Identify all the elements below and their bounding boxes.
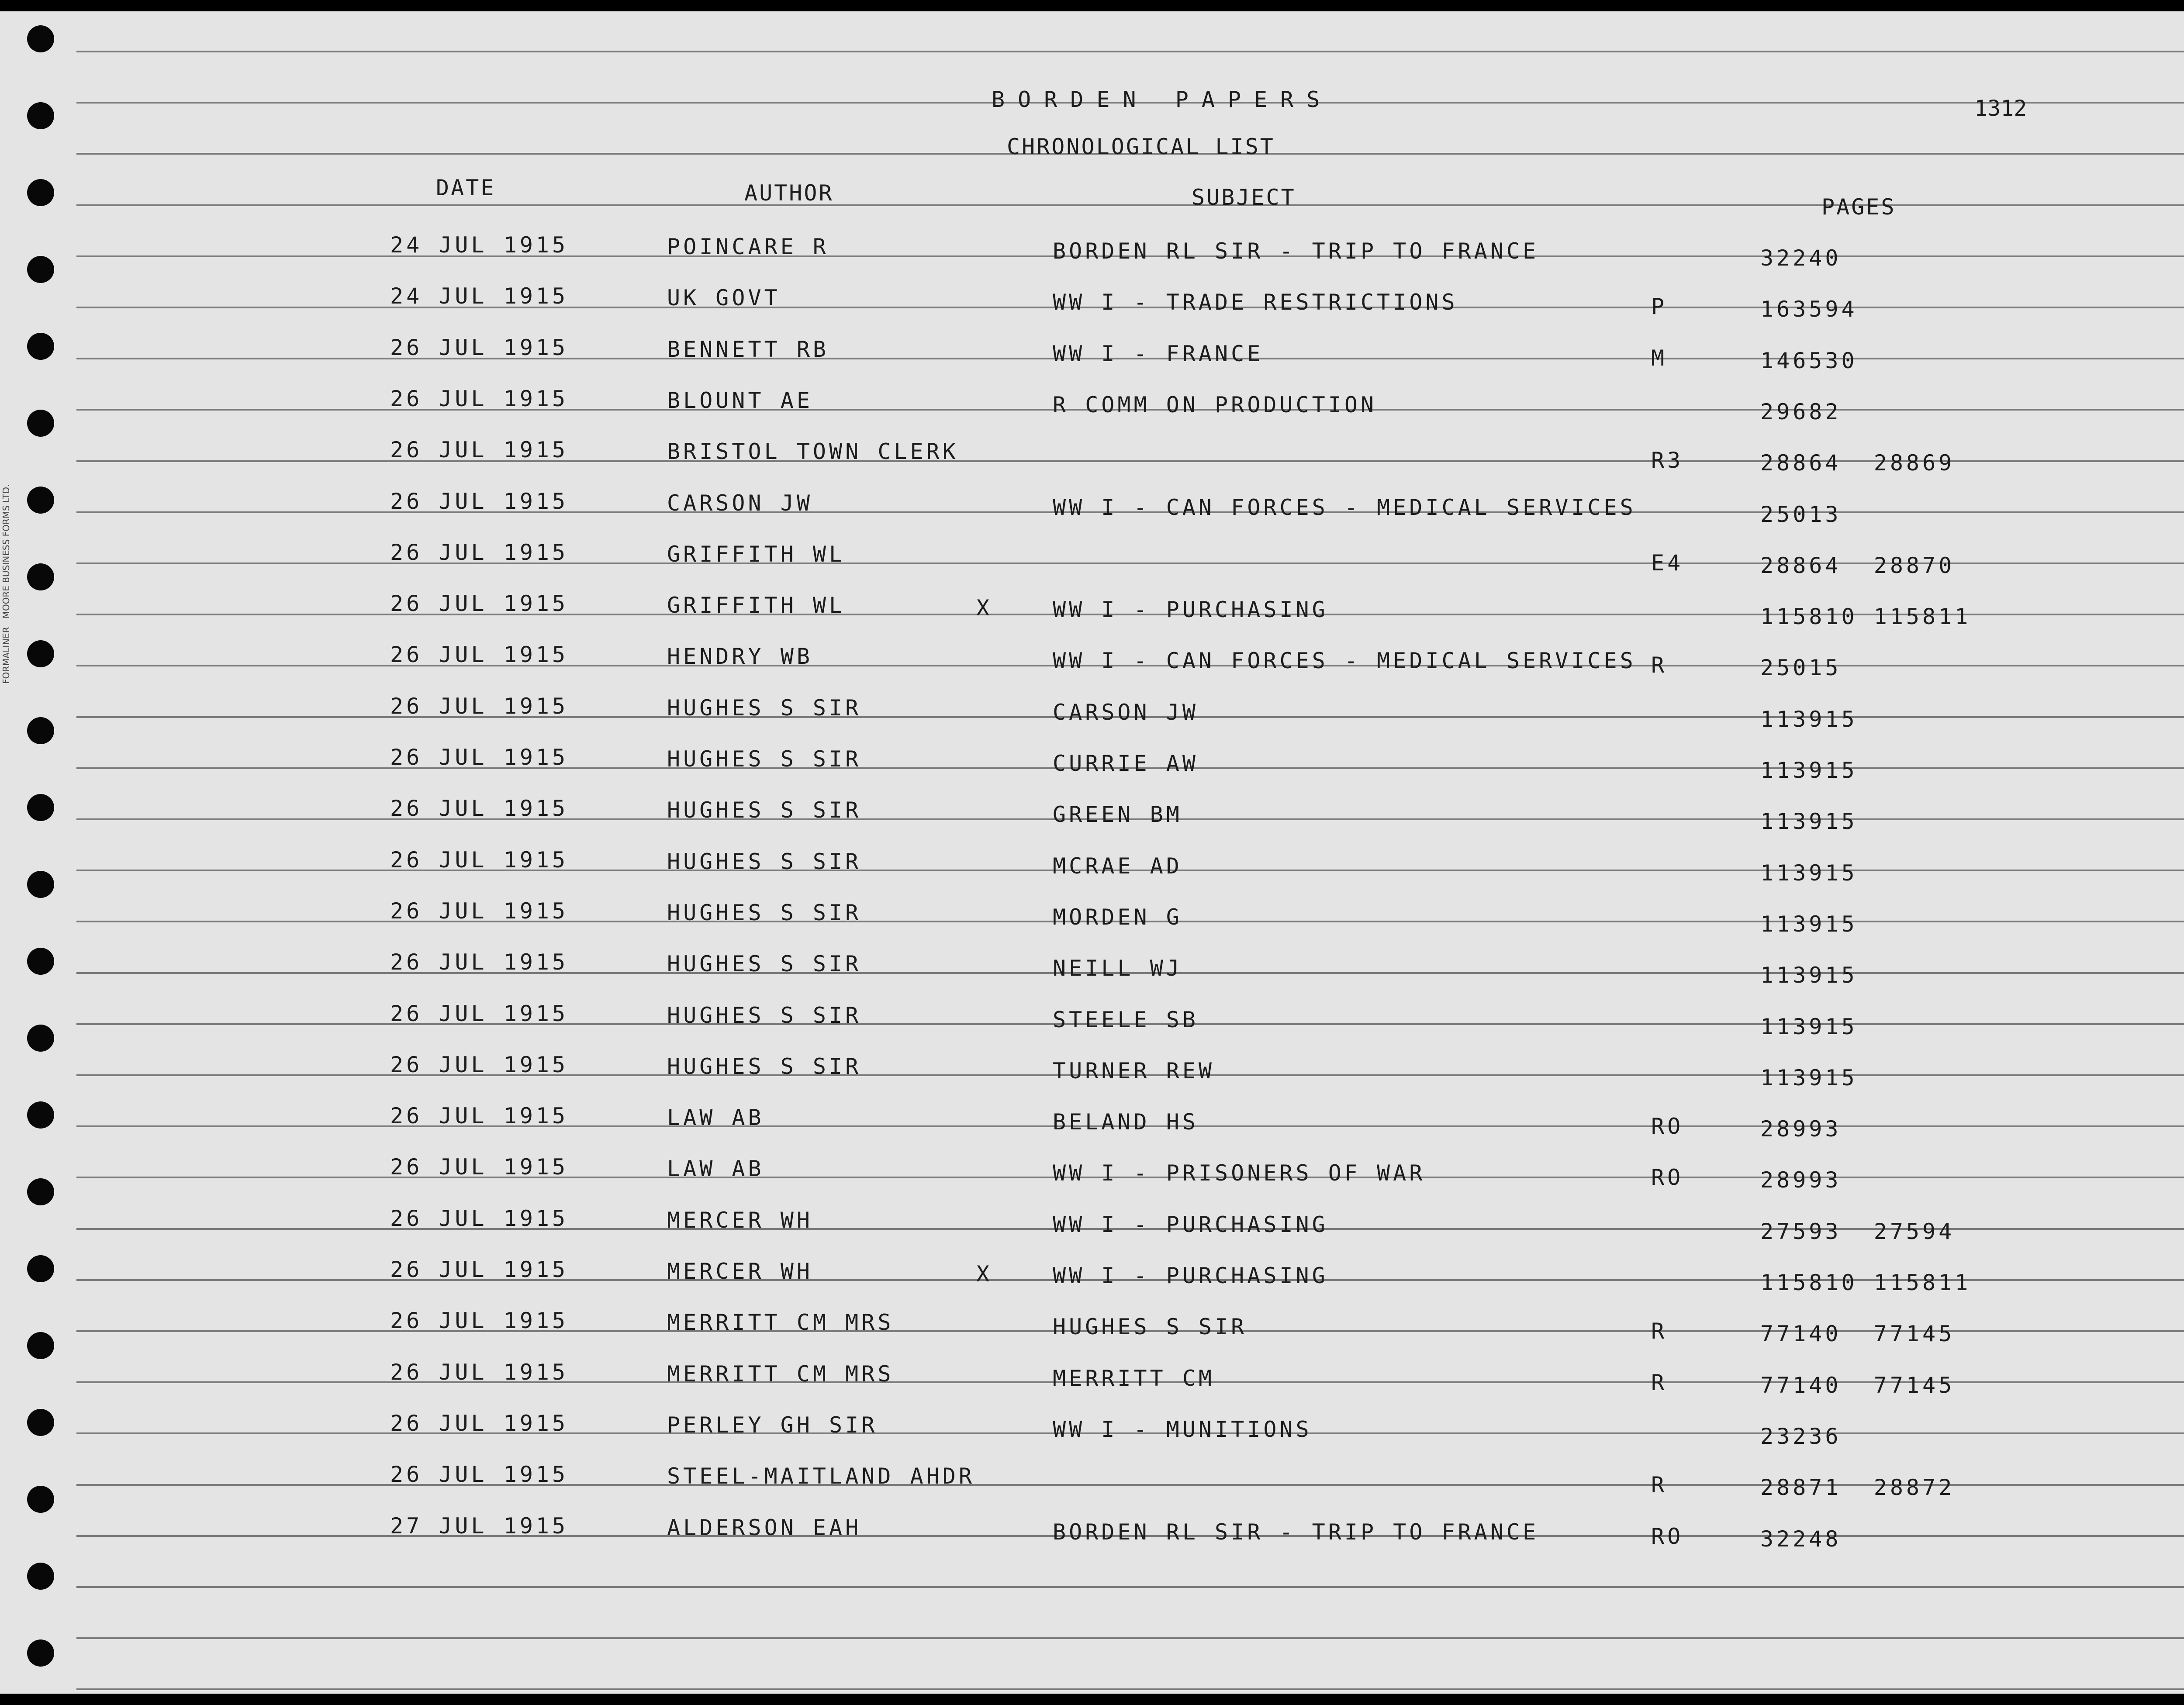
row-x-mark: X [976, 1261, 993, 1287]
ruled-line [76, 1688, 2184, 1690]
row-date: 26 JUL 1915 [390, 694, 569, 719]
row-subject: WW I - PRISONERS OF WAR [1053, 1160, 1426, 1186]
tractor-hole [27, 717, 54, 744]
row-author: BENNETT RB [667, 337, 829, 362]
row-subject: WW I - CAN FORCES - MEDICAL SERVICES [1053, 648, 1636, 673]
row-subject: CURRIE AW [1053, 751, 1199, 776]
row-author: HUGHES S SIR [667, 900, 862, 925]
row-author: HUGHES S SIR [667, 1054, 862, 1079]
row-author: HUGHES S SIR [667, 849, 862, 874]
tractor-hole [27, 1332, 54, 1359]
row-date: 26 JUL 1915 [390, 1360, 569, 1385]
row-code: P [1651, 294, 1668, 319]
row-pages: 77140 77145 [1760, 1373, 1955, 1398]
row-date: 26 JUL 1915 [390, 745, 569, 770]
row-date: 26 JUL 1915 [390, 1001, 569, 1026]
row-date: 26 JUL 1915 [390, 796, 569, 821]
row-subject: HUGHES S SIR [1053, 1314, 1248, 1339]
tractor-hole [27, 25, 54, 52]
row-date: 26 JUL 1915 [390, 1154, 569, 1180]
row-date: 24 JUL 1915 [390, 283, 569, 309]
tractor-hole [27, 1178, 54, 1205]
tractor-hole [27, 487, 54, 514]
row-code: R [1651, 1318, 1668, 1344]
tractor-hole [27, 1486, 54, 1513]
row-code: RO [1651, 1114, 1684, 1139]
row-subject: GREEN BM [1053, 802, 1182, 827]
row-subject: MCRAE AD [1053, 853, 1182, 879]
row-author: GRIFFITH WL [667, 542, 846, 567]
ruled-line [76, 1586, 2184, 1588]
row-pages: 115810 115811 [1760, 1270, 1971, 1295]
row-subject: BORDEN RL SIR - TRIP TO FRANCE [1053, 1519, 1539, 1545]
row-date: 26 JUL 1915 [390, 591, 569, 616]
row-pages: 113915 [1760, 1065, 1858, 1091]
row-pages: 113915 [1760, 911, 1858, 937]
row-pages: 32248 [1760, 1526, 1842, 1552]
row-author: UK GOVT [667, 285, 781, 311]
column-header-author: AUTHOR [744, 180, 834, 206]
row-date: 26 JUL 1915 [390, 1206, 569, 1231]
page-number: 1312 [1974, 96, 2027, 121]
row-pages: 163594 [1760, 297, 1858, 322]
tractor-hole [27, 1101, 54, 1129]
tractor-hole [27, 1025, 54, 1052]
tractor-hole [27, 410, 54, 437]
column-header-subject: SUBJECT [1192, 185, 1296, 210]
tractor-hole [27, 871, 54, 898]
row-subject: TURNER REW [1053, 1058, 1215, 1084]
column-header-pages: PAGES [1821, 194, 1896, 220]
row-pages: 113915 [1760, 1014, 1858, 1039]
row-code: RO [1651, 1524, 1684, 1549]
tractor-hole [27, 1409, 54, 1436]
row-x-mark: X [976, 595, 993, 621]
row-subject: STEELE SB [1053, 1007, 1199, 1032]
row-author: HENDRY WB [667, 644, 813, 669]
row-subject: WW I - PURCHASING [1053, 1212, 1328, 1237]
row-subject: MERRITT CM [1053, 1366, 1215, 1391]
row-subject: NEILL WJ [1053, 956, 1182, 981]
tractor-hole [27, 179, 54, 206]
row-author: MERRITT CM MRS [667, 1361, 894, 1387]
tractor-hole [27, 1639, 54, 1667]
row-author: ALDERSON EAH [667, 1515, 862, 1540]
tractor-hole [27, 333, 54, 360]
tractor-hole [27, 256, 54, 283]
row-subject: WW I - FRANCE [1053, 341, 1264, 366]
tractor-hole [27, 948, 54, 975]
row-date: 26 JUL 1915 [390, 1411, 569, 1436]
row-subject: WW I - TRADE RESTRICTIONS [1053, 290, 1458, 315]
row-author: HUGHES S SIR [667, 797, 862, 823]
row-author: MERRITT CM MRS [667, 1310, 894, 1335]
row-date: 26 JUL 1915 [390, 898, 569, 924]
row-subject: WW I - MUNITIONS [1053, 1417, 1312, 1442]
row-author: STEEL-MAITLAND AHDR [667, 1463, 975, 1489]
ruled-line [76, 1637, 2184, 1639]
row-code: R [1651, 1370, 1668, 1395]
tractor-hole [27, 102, 54, 129]
row-subject: BELAND HS [1053, 1109, 1199, 1135]
printout-sheet [0, 11, 2184, 1694]
row-author: HUGHES S SIR [667, 695, 862, 721]
row-author: GRIFFITH WL [667, 593, 846, 618]
row-date: 26 JUL 1915 [390, 437, 569, 462]
row-subject: R COMM ON PRODUCTION [1053, 392, 1377, 418]
row-pages: 28993 [1760, 1116, 1842, 1142]
row-pages: 27593 27594 [1760, 1219, 1955, 1244]
ruled-line [76, 51, 2184, 52]
row-subject: MORDEN G [1053, 904, 1182, 930]
row-pages: 113915 [1760, 758, 1858, 783]
row-date: 26 JUL 1915 [390, 540, 569, 565]
tractor-hole [27, 1563, 54, 1590]
row-pages: 28864 28870 [1760, 553, 1955, 578]
row-date: 26 JUL 1915 [390, 489, 569, 514]
row-author: CARSON JW [667, 490, 813, 516]
row-subject: BORDEN RL SIR - TRIP TO FRANCE [1053, 238, 1539, 264]
row-date: 24 JUL 1915 [390, 232, 569, 258]
row-pages: 77140 77145 [1760, 1321, 1955, 1346]
row-pages: 113915 [1760, 809, 1858, 834]
row-date: 26 JUL 1915 [390, 1308, 569, 1333]
row-subject: WW I - PURCHASING [1053, 1263, 1328, 1288]
row-date: 26 JUL 1915 [390, 847, 569, 873]
row-author: HUGHES S SIR [667, 746, 862, 772]
row-pages: 25013 [1760, 502, 1842, 527]
row-author: LAW AB [667, 1105, 764, 1130]
row-pages: 113915 [1760, 860, 1858, 886]
row-date: 26 JUL 1915 [390, 386, 569, 411]
row-date: 26 JUL 1915 [390, 642, 569, 667]
page-title: BORDEN PAPERS [992, 87, 1333, 112]
row-author: POINCARE R [667, 234, 829, 259]
row-author: BLOUNT AE [667, 388, 813, 413]
row-pages: 23236 [1760, 1424, 1842, 1449]
row-author: LAW AB [667, 1156, 764, 1181]
column-header-date: DATE [436, 175, 496, 200]
row-author: MERCER WH [667, 1208, 813, 1233]
row-pages: 113915 [1760, 963, 1858, 988]
row-author: HUGHES S SIR [667, 951, 862, 977]
row-code: RO [1651, 1165, 1684, 1190]
row-author: BRISTOL TOWN CLERK [667, 439, 959, 464]
tractor-hole [27, 563, 54, 590]
row-pages: 146530 [1760, 348, 1858, 373]
row-pages: 113915 [1760, 707, 1858, 732]
row-date: 26 JUL 1915 [390, 1052, 569, 1077]
row-code: M [1651, 345, 1668, 371]
row-date: 26 JUL 1915 [390, 1462, 569, 1487]
row-code: E4 [1651, 550, 1684, 576]
row-date: 26 JUL 1915 [390, 1103, 569, 1129]
row-author: PERLEY GH SIR [667, 1412, 878, 1438]
row-subject: CARSON JW [1053, 700, 1199, 725]
margin-imprint: FORMALINER MOORE BUSINESS FORMS LTD. [1, 484, 11, 684]
row-date: 27 JUL 1915 [390, 1513, 569, 1539]
row-pages: 28864 28869 [1760, 450, 1955, 476]
row-date: 26 JUL 1915 [390, 1257, 569, 1282]
page-subtitle: CHRONOLOGICAL LIST [1007, 134, 1275, 159]
row-pages: 25015 [1760, 655, 1842, 680]
tractor-hole [27, 640, 54, 667]
row-date: 26 JUL 1915 [390, 335, 569, 360]
tractor-hole [27, 1255, 54, 1282]
row-pages: 28871 28872 [1760, 1475, 1955, 1500]
row-author: HUGHES S SIR [667, 1003, 862, 1028]
row-pages: 29682 [1760, 399, 1842, 425]
row-code: R3 [1651, 448, 1684, 473]
row-pages: 115810 115811 [1760, 604, 1971, 629]
row-subject: WW I - PURCHASING [1053, 597, 1328, 622]
tractor-hole [27, 794, 54, 821]
row-author: MERCER WH [667, 1259, 813, 1284]
row-pages: 32240 [1760, 245, 1842, 271]
row-code: R [1651, 652, 1668, 678]
row-date: 26 JUL 1915 [390, 949, 569, 975]
row-code: R [1651, 1472, 1668, 1498]
row-pages: 28993 [1760, 1167, 1842, 1193]
row-subject: WW I - CAN FORCES - MEDICAL SERVICES [1053, 495, 1636, 520]
